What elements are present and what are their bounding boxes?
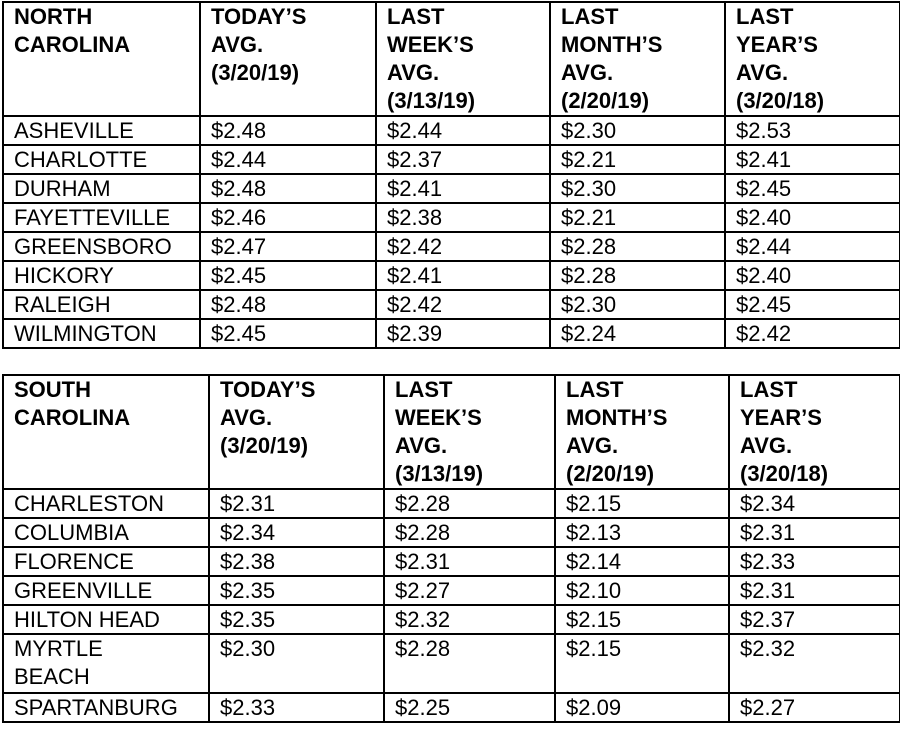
last-month-avg-cell: $2.09 (555, 693, 729, 722)
last-month-avg-cell: $2.13 (555, 518, 729, 547)
table-row (3, 174, 900, 203)
today-avg-cell: $2.38 (209, 547, 384, 576)
last-week-avg-cell: $2.28 (384, 518, 555, 547)
last-month-avg-cell: $2.30 (550, 290, 725, 319)
table-row (3, 203, 900, 232)
table-row (3, 261, 900, 290)
last-week-avg-cell: $2.42 (376, 290, 550, 319)
city-cell: CHARLESTON (3, 489, 209, 518)
today-avg-cell: $2.45 (200, 261, 376, 290)
last-month-avg-cell: $2.21 (550, 145, 725, 174)
column-header-state: NORTH CAROLINA (3, 2, 200, 116)
today-avg-cell: $2.31 (209, 489, 384, 518)
last-month-avg-cell: $2.21 (550, 203, 725, 232)
last-year-avg-cell: $2.45 (725, 174, 900, 203)
table-row (3, 518, 900, 547)
last-week-avg-cell: $2.25 (384, 693, 555, 722)
table-row (3, 605, 900, 634)
last-month-avg-cell: $2.15 (555, 605, 729, 634)
city-cell: FLORENCE (3, 547, 209, 576)
city-cell: GREENVILLE (3, 576, 209, 605)
city-cell: MYRTLE BEACH (3, 634, 209, 693)
last-year-avg-cell: $2.31 (729, 518, 900, 547)
column-header-today: TODAY’S AVG. (3/20/19) (209, 375, 384, 489)
column-header-last-year: LAST YEAR’S AVG. (3/20/18) (729, 375, 900, 489)
last-month-avg-cell: $2.14 (555, 547, 729, 576)
city-cell: SPARTANBURG (3, 693, 209, 722)
today-avg-cell: $2.47 (200, 232, 376, 261)
city-cell: FAYETTEVILLE (3, 203, 200, 232)
last-year-avg-cell: $2.42 (725, 319, 900, 348)
last-month-avg-cell: $2.28 (550, 261, 725, 290)
column-header-last-month: LAST MONTH’S AVG. (2/20/19) (550, 2, 725, 116)
table-row (3, 232, 900, 261)
city-cell: COLUMBIA (3, 518, 209, 547)
last-week-avg-cell: $2.27 (384, 576, 555, 605)
last-week-avg-cell: $2.28 (384, 489, 555, 518)
last-month-avg-cell: $2.24 (550, 319, 725, 348)
last-week-avg-cell: $2.39 (376, 319, 550, 348)
last-month-avg-cell: $2.15 (555, 489, 729, 518)
city-cell: DURHAM (3, 174, 200, 203)
last-week-avg-cell: $2.41 (376, 261, 550, 290)
today-avg-cell: $2.48 (200, 290, 376, 319)
table-row (3, 145, 900, 174)
last-year-avg-cell: $2.31 (729, 576, 900, 605)
city-cell: RALEIGH (3, 290, 200, 319)
last-week-avg-cell: $2.38 (376, 203, 550, 232)
city-cell: HILTON HEAD (3, 605, 209, 634)
table-row (3, 693, 900, 722)
table-row (3, 116, 900, 145)
last-week-avg-cell: $2.28 (384, 634, 555, 693)
last-year-avg-cell: $2.27 (729, 693, 900, 722)
table-row (3, 634, 900, 693)
table-row (3, 547, 900, 576)
last-month-avg-cell: $2.30 (550, 174, 725, 203)
city-cell: HICKORY (3, 261, 200, 290)
column-header-today: TODAY’S AVG. (3/20/19) (200, 2, 376, 116)
today-avg-cell: $2.34 (209, 518, 384, 547)
table-row (3, 576, 900, 605)
last-week-avg-cell: $2.32 (384, 605, 555, 634)
last-year-avg-cell: $2.41 (725, 145, 900, 174)
last-year-avg-cell: $2.34 (729, 489, 900, 518)
last-year-avg-cell: $2.45 (725, 290, 900, 319)
last-year-avg-cell: $2.53 (725, 116, 900, 145)
today-avg-cell: $2.46 (200, 203, 376, 232)
last-week-avg-cell: $2.42 (376, 232, 550, 261)
city-cell: CHARLOTTE (3, 145, 200, 174)
last-week-avg-cell: $2.41 (376, 174, 550, 203)
table-row (3, 489, 900, 518)
column-header-state: SOUTH CAROLINA (3, 375, 209, 489)
last-year-avg-cell: $2.40 (725, 261, 900, 290)
last-year-avg-cell: $2.37 (729, 605, 900, 634)
today-avg-cell: $2.45 (200, 319, 376, 348)
last-year-avg-cell: $2.40 (725, 203, 900, 232)
column-header-last-week: LAST WEEK’S AVG. (3/13/19) (384, 375, 555, 489)
today-avg-cell: $2.33 (209, 693, 384, 722)
last-year-avg-cell: $2.33 (729, 547, 900, 576)
last-week-avg-cell: $2.37 (376, 145, 550, 174)
today-avg-cell: $2.48 (200, 174, 376, 203)
column-header-last-year: LAST YEAR’S AVG. (3/20/18) (725, 2, 900, 116)
last-week-avg-cell: $2.31 (384, 547, 555, 576)
column-header-last-week: LAST WEEK’S AVG. (3/13/19) (376, 2, 550, 116)
table-row (3, 319, 900, 348)
column-header-last-month: LAST MONTH’S AVG. (2/20/19) (555, 375, 729, 489)
last-month-avg-cell: $2.15 (555, 634, 729, 693)
today-avg-cell: $2.35 (209, 576, 384, 605)
south-carolina-table (2, 374, 900, 723)
last-month-avg-cell: $2.30 (550, 116, 725, 145)
today-avg-cell: $2.48 (200, 116, 376, 145)
table-header-row (3, 375, 900, 489)
today-avg-cell: $2.35 (209, 605, 384, 634)
today-avg-cell: $2.30 (209, 634, 384, 693)
city-cell: WILMINGTON (3, 319, 200, 348)
last-month-avg-cell: $2.10 (555, 576, 729, 605)
table-row (3, 290, 900, 319)
city-cell: GREENSBORO (3, 232, 200, 261)
last-year-avg-cell: $2.44 (725, 232, 900, 261)
last-week-avg-cell: $2.44 (376, 116, 550, 145)
last-year-avg-cell: $2.32 (729, 634, 900, 693)
last-month-avg-cell: $2.28 (550, 232, 725, 261)
north-carolina-table (2, 1, 900, 349)
table-header-row (3, 2, 900, 116)
city-cell: ASHEVILLE (3, 116, 200, 145)
today-avg-cell: $2.44 (200, 145, 376, 174)
